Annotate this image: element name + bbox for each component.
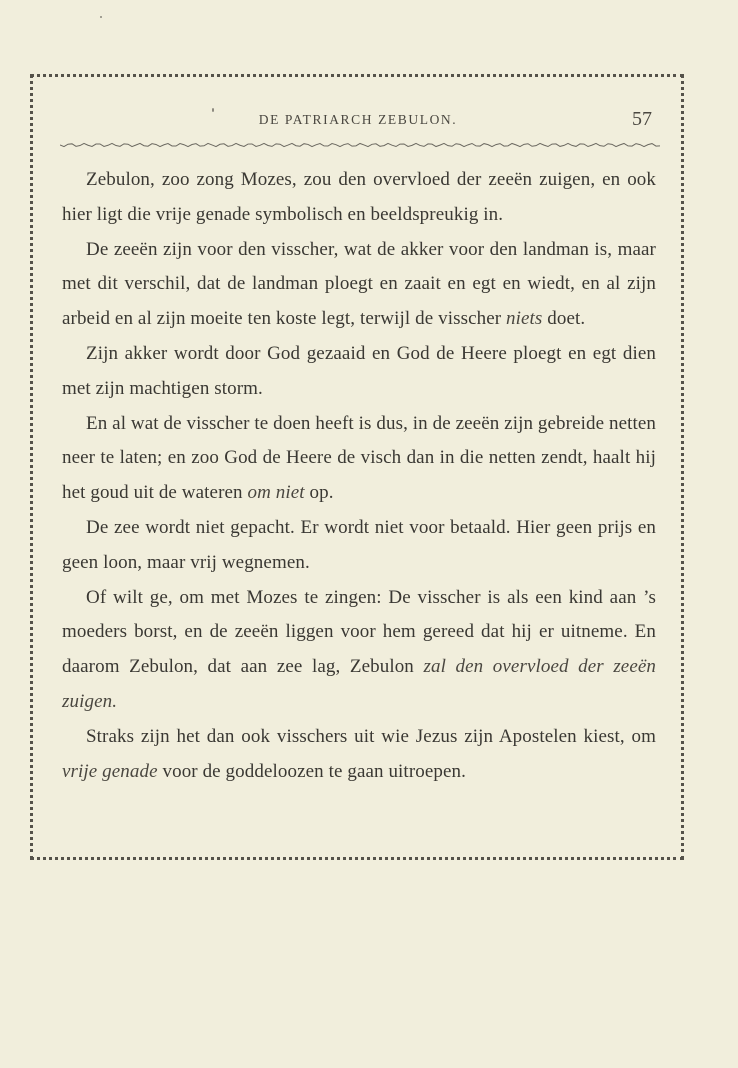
print-speck (100, 16, 102, 18)
paragraph (62, 233, 656, 337)
italic-text: vrije genade (62, 760, 158, 782)
paragraph (62, 581, 656, 720)
text-run: De zeeën zijn voor den visscher, wat de akker voor den landman is, maar met dit verschil, dat de landman ploegt en zaait en egt en wiedt, en al zijn arbeid en al zijn moeite ten koste legt, terwijl de visscher (62, 238, 656, 330)
text-run: op. (304, 482, 334, 504)
paragraph (62, 163, 656, 233)
running-head (60, 108, 656, 138)
italic-text: zal den overvloed der zeeën zuigen. (62, 656, 657, 712)
paragraph (62, 511, 656, 581)
text-run: Zijn akker wordt door God gezaaid en God de Heere ploegt en egt dien met zijn machtigen storm. (62, 342, 656, 399)
text-run: Zebulon, zoo zong Mozes, zou den overvloed der zeeën zuigen, en ook hier ligt die vrije genade symbolisch en beeldspreukig in. (62, 169, 656, 225)
italic-text: niets (506, 308, 543, 330)
print-speck (212, 108, 214, 112)
paragraph (62, 337, 656, 407)
paragraph (62, 720, 656, 790)
italic-text: om niet (247, 482, 305, 504)
text-run: En al wat de visscher te doen heeft is dus, in de zeeën zijn gebreide netten neer te laten; en zoo God de Heere de visch dan in die netten zendt, haalt hij het goud uit de wateren (62, 412, 656, 504)
wavy-header-rule (60, 140, 660, 150)
text-run: doet. (542, 308, 586, 330)
running-title: DE PATRIARCH ZEBULON. (258, 112, 458, 127)
text-run: De zee wordt niet gepacht. Er wordt niet voor betaald. Hier geen prijs en geen loon, maar vrij wegnemen. (62, 516, 656, 573)
text-run: Of wilt ge, om met Mozes te zingen: De visscher is als een kind aan ’s moeders borst, en de zeeën liggen voor hem gereed dat hij er uitneme. En daarom Zebulon, dat aan zee lag, Zebulon (62, 586, 656, 678)
paragraph (62, 407, 656, 511)
body-text (62, 163, 656, 789)
page-number: 57 (632, 108, 652, 130)
text-run: voor de goddeloozen te gaan uitroepen. (157, 760, 466, 782)
text-run: Straks zijn het dan ook visschers uit wie Jezus zijn Apostelen kiest, om (86, 725, 656, 747)
